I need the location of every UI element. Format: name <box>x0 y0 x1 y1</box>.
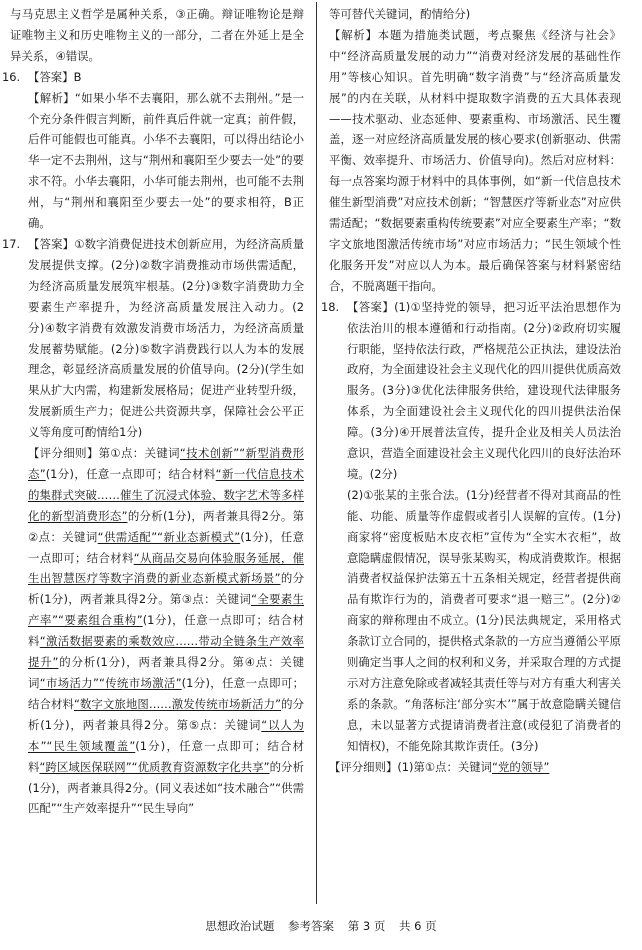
keyword-underlined: “市场活力”“传统市场激活” <box>39 676 182 690</box>
page-footer <box>0 918 642 934</box>
question-number: 17. <box>2 236 21 251</box>
rubric-text: (1分)，任意一点即可；结合材料 <box>28 529 304 565</box>
rubric-text: 【评分细则】(1)第①点：关键词 <box>329 759 493 774</box>
footer-page-number: 第 3 页 <box>347 919 386 933</box>
analysis-paragraph: 【解析】“如果小华不去襄阳，那么就不去荆州。”是一个充分条件假言判断，前件真后件就一定真；前件假，后件可能假也可能真。小华不去襄阳，可以得出结论小华一定不去荆州，这与“荆州和襄阳至少要去一处”的要求不符。小华去襄阳，小华可能去荆州，也可能不去荆州，与“荆州和襄阳至少要去一处”的要求相符，B正确。 <box>28 90 304 231</box>
scoring-rubric <box>28 443 304 819</box>
keyword-underlined: “以人为本”“民生领域覆盖” <box>28 717 304 753</box>
question-18 <box>321 297 621 757</box>
footer-subject: 思想政治试题 <box>205 919 275 933</box>
material-quote-underlined: “跨区域医保联网”“优质教育资源数字化共享” <box>39 759 270 774</box>
rubric-text: 的分析(1分)，两者兼具得2分。(同义表述如“技术融合”“供需匹配”“生产效率提升”“民生导向” <box>28 759 304 816</box>
answer-paragraph: 【答案】①数字消费促进技术创新应用，为经济高质量发展提供支撑。(2分)②数字消费推动市场供需适配，为经济高质量发展筑牢根基。(2分)③数字消费助力全要素生产率提升，为经济高质量发展注入动力。(2分)④数字消费有效激发消费市场活力，为经济高质量发展蓄势赋能。(2分)⑤数字消费践行以人为本的发展理念，彰显经济高质量发展的价值导向。(2分)(学生如果从扩大内需，构建新发展格局；促进产业转型升级，发展新质生产力；促进公共资源共享，保障社会公平正义等角度可酌情给1分) <box>28 236 304 440</box>
footer-total-pages: 共 6 页 <box>398 919 437 933</box>
rubric-text: 的分析(1分)，两者兼具得2分。第④点：关键词 <box>28 655 304 690</box>
rubric-continuation: 等可替代关键词，酌情给分) <box>329 7 471 21</box>
rubric-text: (1分)，任意一点即可；结合材料 <box>28 738 304 774</box>
material-quote-underlined: “新一代信息技术的集群式突破……催生了沉浸式体验、数字艺术等多样化的新型消费形态” <box>28 466 304 523</box>
footer-label: 参考答案 <box>288 919 335 933</box>
question-17 <box>2 234 304 819</box>
rubric-text: 的分析(1分)，两者兼具得2分。第⑤点：关键词 <box>28 696 304 732</box>
material-quote-underlined: “激活数据要素的乘数效应……带动全链条生产效率提升” <box>28 634 304 670</box>
analysis-paragraph: 【解析】本题为措施类试题，考点聚焦《经济与社会》中“经济高质量发展的动力”“消费对经济发展的基础性作用”等核心知识。首先明确“数字消费”与“经济高质量发展”的内在关联，从材料中提取数字消费的五大具体表现——技术驱动、业态延伸、要素重构、市场激活、民生覆盖，逐一对应经济高质量发展的核心要求(创新驱动、供需平衡、效率提升、市场活力、价值导向)。然后对应材料：每一点答案均源于材料中的具体事例，如“新一代信息技术催生新型消费”对应技术创新；“智慧医疗等新业态”对应供需适配；“数据要素重构传统要素”对应全要素生产率；“数字文旅地图激活传统市场”对应市场活力；“民生领域个性化服务开发”对应以人为本。最后确保答案与材料紧密结合，不脱离题干指向。 <box>329 27 621 293</box>
keyword-underlined: “党的领导” <box>492 759 550 774</box>
column-divider <box>316 2 317 904</box>
q15-continuation: 与马克思主义哲学是属种关系，③正确。辩证唯物论是辩证唯物主义和历史唯物主义的一部分，二者在外延上是全异关系，④错误。 <box>10 7 304 63</box>
answer-line: 【答案】B <box>28 69 82 84</box>
keyword-underlined: “全要素生产率”“要素组合重构” <box>28 592 304 628</box>
rubric-text: 的分析(1分)，两者兼具得2分。第③点：关键词 <box>28 571 304 607</box>
rubric-text: (1分)，任意一点即可；结合材料 <box>28 613 304 649</box>
keyword-underlined: “供需适配”“新业态新模式” <box>97 529 241 544</box>
rubric-text: (1分)，任意一点即可；结合材料 <box>28 676 304 711</box>
answer-part-1: 【答案】(1)①坚持党的领导，把习近平法治思想作为依法治川的根本遵循和行动指南。(2分)②政府切实履行职能，坚持依法行政，严格规范公正执法，建设法治政府，为全面建设社会主义现代化的四川提供优质高效服务。(3分)③优化法律服务供给，建设现代法律服务体系，为全面建设社会主义现代化的四川提供法治保障。(3分)④开展普法宣传，提升企业及相关人员法治意识，营造全面建设社会主义现代化四川的良好法治环境。(2分) <box>347 299 621 481</box>
material-quote-underlined: “数字文旅地图……激发传统市场新活力” <box>73 696 282 711</box>
question-number: 18. <box>321 299 340 314</box>
rubric-text: (1分)，任意一点即可；结合材料 <box>45 466 216 481</box>
answer-part-2: (2)①张某的主张合法。(1分)经营者不得对其商品的性能、功能、质量等作虚假或者引人误解的宣传。(1分)商家将“密度板贴木皮衣柜”宣传为“全实木衣柜”，故意隐瞒虚假情况，误导张某购买，构成消费欺诈。根据消费者权益保护法第五十五条相关规定，经营者提供商品有欺诈行为的，消费者可要求“退一赔三”。(2分)②商家的辩称理由不成立。(1分)民法典规定，采用格式条款订立合同的，提供格式条款的一方应当遵循公平原则确定当事人之间的权利和义务，并采取合理的方式提示对方注意免除或者减轻其责任等与对方有重大利害关系的条款。“角落标注‘部分实木’”属于故意隐瞒关键信息，未以显著方式提请消费者注意(或侵犯了消费者的知情权)，不能免除其欺诈责任。(3分) <box>347 487 621 753</box>
scoring-rubric <box>329 757 621 778</box>
right-column <box>321 4 621 778</box>
material-quote-underlined: “从商品交易向体验服务延展，催生出智慧医疗等数字消费的新业态新模式新场景” <box>28 550 304 586</box>
rubric-text: 【评分细则】第①点：关键词 <box>28 446 180 461</box>
question-number: 16. <box>2 69 21 84</box>
left-column <box>2 4 304 819</box>
keyword-underlined: “技术创新”“新型消费形态” <box>28 446 304 481</box>
question-16 <box>2 67 304 234</box>
rubric-text: 的分析(1分)，两者兼具得2分。第②点：关键词 <box>28 508 304 544</box>
